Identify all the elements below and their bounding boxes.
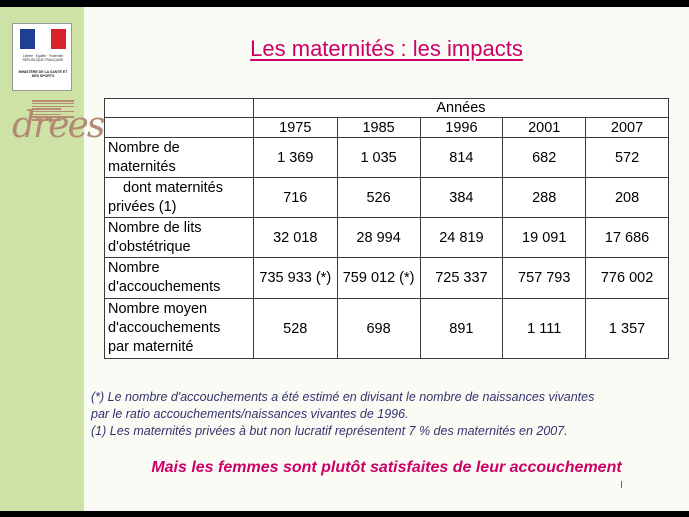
ministry-name: MINISTÈRE DE LA SANTÉ ET DES SPORTS	[18, 70, 68, 79]
french-flag-icon	[20, 29, 66, 49]
table-cell: 698	[337, 299, 420, 359]
row-label: Nombre d'accouchements	[105, 258, 254, 299]
empty-label-cell	[105, 118, 254, 138]
table-cell: 288	[503, 178, 586, 218]
table-cell: 757 793	[503, 258, 586, 299]
table-cell: 384	[420, 178, 503, 218]
table-cell: 776 002	[586, 258, 669, 299]
slide-title: Les maternités : les impacts	[250, 36, 523, 61]
table-cell: 814	[420, 138, 503, 178]
table-cell: 28 994	[337, 218, 420, 258]
ministry-motto: Liberté · Égalité · Fraternité RÉPUBLIQUE FRANÇAISE	[22, 54, 64, 62]
slide	[0, 7, 689, 511]
table-cell: 572	[586, 138, 669, 178]
drees-logo	[10, 95, 104, 157]
table-cell: 526	[337, 178, 420, 218]
table-row	[105, 178, 669, 218]
year-header: 1985	[337, 118, 420, 138]
table-cell: 528	[253, 299, 337, 359]
years-group-header: Années	[253, 99, 668, 118]
table-cell: 19 091	[503, 218, 586, 258]
table-cell: 1 035	[337, 138, 420, 178]
ministry-logo	[12, 23, 72, 91]
row-label: Nombre de lits d'obstétrique	[105, 218, 254, 258]
row-label: Nombre de maternités	[105, 138, 254, 178]
page-marker	[621, 481, 624, 488]
table-cell: 17 686	[586, 218, 669, 258]
footnote-line: (1) Les maternités privées à but non lucratif représentent 7 % des maternités en 2007.	[91, 424, 568, 438]
table-cell: 1 111	[503, 299, 586, 359]
table-cell: 1 357	[586, 299, 669, 359]
table-cell: 735 933 (*)	[253, 258, 337, 299]
footnote-line: (*) Le nombre d'accouchements a été estimé en divisant le nombre de naissances vivantes	[91, 390, 595, 404]
row-label: Nombre moyen d'accouchements par maternité	[105, 299, 254, 359]
table-row	[105, 218, 669, 258]
year-header: 2001	[503, 118, 586, 138]
footnotes	[91, 389, 681, 440]
empty-corner-cell	[105, 99, 254, 118]
year-header: 2007	[586, 118, 669, 138]
table-cell: 716	[253, 178, 337, 218]
table-row	[105, 299, 669, 359]
conclusion-text: Mais les femmes sont plutôt satisfaites de leur accouchement	[151, 459, 622, 476]
table-cell: 208	[586, 178, 669, 218]
table-cell: 1 369	[253, 138, 337, 178]
footnote-line: par le ratio accouchements/naissances vivantes de 1996.	[91, 407, 409, 421]
table-cell: 24 819	[420, 218, 503, 258]
year-header: 1975	[253, 118, 337, 138]
table-cell: 891	[420, 299, 503, 359]
table-cell: 759 012 (*)	[337, 258, 420, 299]
table-cell: 32 018	[253, 218, 337, 258]
year-header: 1996	[420, 118, 503, 138]
row-label: dont maternités privées (1)	[105, 178, 254, 218]
drees-logo-text: drees	[12, 105, 104, 146]
maternity-table	[104, 98, 669, 359]
table-header-row	[105, 118, 669, 138]
table-cell: 725 337	[420, 258, 503, 299]
table-row	[105, 258, 669, 299]
table-cell: 682	[503, 138, 586, 178]
table-row	[105, 138, 669, 178]
table-group-header-row	[105, 99, 669, 118]
sidebar	[0, 7, 104, 511]
